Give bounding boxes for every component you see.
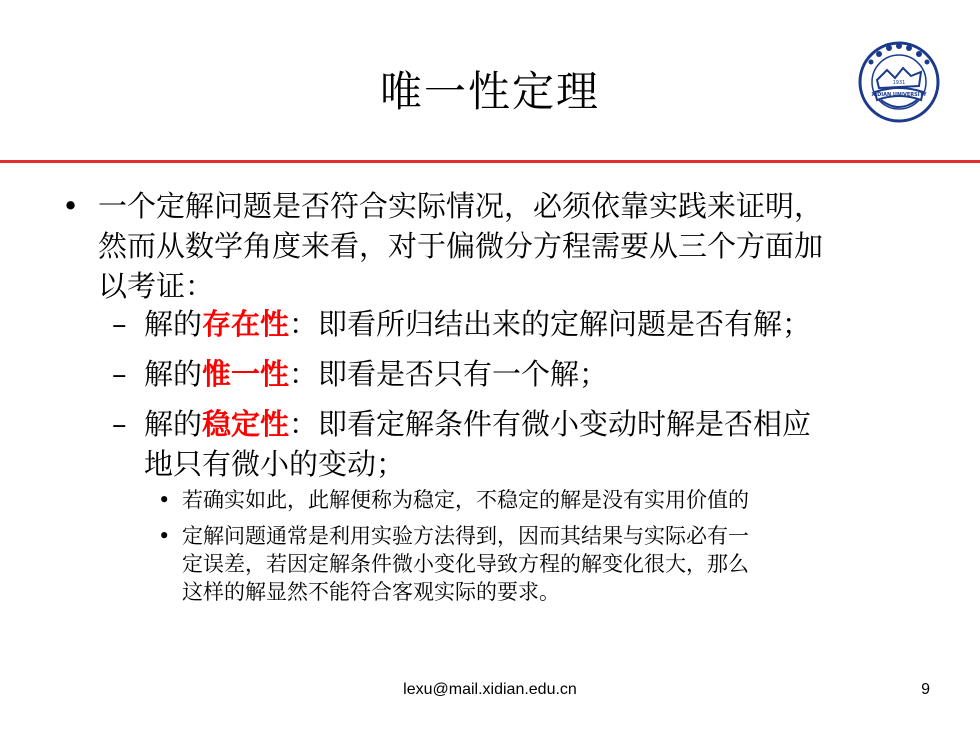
highlight-term: 惟一性 [202,357,290,391]
page-number: 9 [921,681,930,698]
subsub-bullet-error-note [158,522,918,606]
sub-bullet-uniqueness [112,354,912,394]
subsub-bullet-line: 这样的解显然不能符合客观实际的要求。 [182,580,560,604]
sub-bullet-prefix: 解的 [144,307,203,341]
main-bullet-line: 然而从数学角度来看，对于偏微分方程需要从三个方面加 [98,229,824,263]
subsub-bullet-stable-note [158,486,918,514]
sub-bullet-text [144,304,912,344]
highlight-term: 存在性 [202,307,290,341]
subsub-bullet-line: 定误差，若因定解条件微小变化导致方程的解变化很大，那么 [182,552,749,576]
main-bullet-line: 一个定解问题是否符合实际情况，必须依靠实践来证明， [98,189,824,223]
sub-bullet-rest: ：即看定解条件有微小变动时解是否相应 [289,407,812,441]
dash-marker: – [112,407,127,441]
slide-title: 唯一性定理 [379,67,600,116]
university-seal-icon [857,40,941,124]
title-divider-rule [0,160,980,163]
sub-bullet-existence [112,304,912,344]
sub-bullet-prefix: 解的 [144,407,203,441]
main-bullet [62,186,942,306]
sub-bullet-stability [112,404,912,484]
highlight-term: 稳定性 [202,407,290,441]
sub-bullet-text [144,404,912,444]
main-bullet-text [98,186,942,306]
sub-bullet-continuation: 地只有微小的变动； [144,447,406,481]
dash-marker: – [112,357,127,391]
subsub-bullet-line: 若确实如此，此解便称为稳定，不稳定的解是没有实用价值的 [182,488,749,512]
dash-marker: – [112,307,127,341]
dot-marker: • [158,488,171,512]
bullet-marker: • [62,189,80,223]
sub-bullet-prefix: 解的 [144,357,203,391]
sub-bullet-rest: ：即看是否只有一个解； [289,357,609,391]
svg-text:XIDIAN UNIVERSITY: XIDIAN UNIVERSITY [871,92,927,98]
dot-marker: • [158,524,171,548]
subsub-bullet-line: 定解问题通常是利用实验方法得到，因而其结果与实际必有一 [182,524,749,548]
svg-text:1931: 1931 [892,80,906,86]
footer-email: lexu@mail.xidian.edu.cn [403,681,577,698]
main-bullet-line: 以考证： [98,269,215,303]
sub-bullet-text [144,354,912,394]
sub-bullet-rest: ：即看所归结出来的定解问题是否有解； [289,307,812,341]
